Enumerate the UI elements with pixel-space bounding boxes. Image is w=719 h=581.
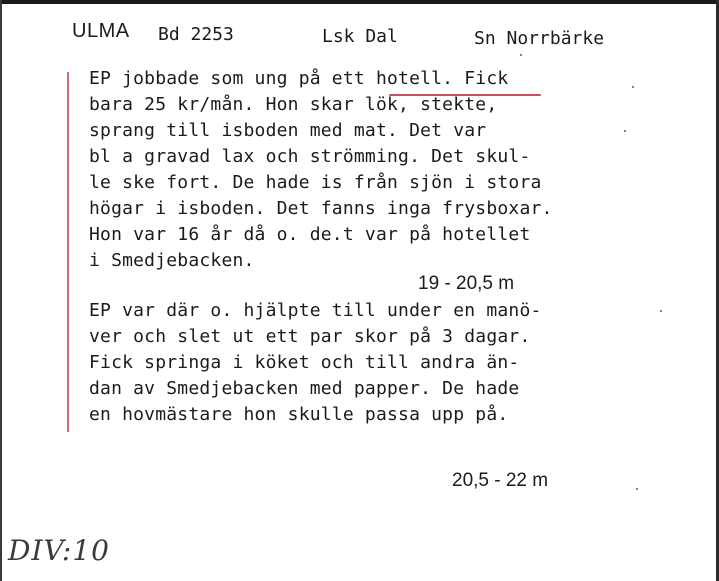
text-line: högar i isboden. Det fanns inga frysboxar. [89, 198, 553, 219]
card-top-edge [0, 0, 719, 4]
text-line: EP jobbade som ung på ett hotell. Fick [89, 68, 509, 89]
speck [632, 86, 634, 88]
margin-line [67, 72, 69, 432]
measure-range: 19 - 20,5 m [418, 273, 515, 294]
record-number: Bd 2253 [158, 24, 234, 45]
text-line: sprang till isboden med mat. Det var [89, 120, 487, 141]
text-line: i Smedjebacken. [89, 250, 255, 271]
measure-range: 20,5 - 22 m [452, 470, 549, 491]
text-line: dan av Smedjebacken med papper. De hade [89, 378, 520, 399]
text-line: Hon var 16 år då o. de.t var på hotellet [89, 224, 531, 245]
speck [624, 130, 626, 132]
text-line: EP var där o. hjälpte till under en manö- [89, 300, 542, 321]
text-line: le ske fort. De hade is från sjön i stora [89, 172, 542, 193]
text-line: en hovmästare hon skulle passa upp på. [89, 404, 509, 425]
speck [520, 54, 522, 56]
card-left-edge [0, 0, 2, 581]
text-line: bara 25 kr/mån. Hon skar lök, stekte, [89, 94, 498, 115]
text-line: ver och slet ut ett par skor på 3 dagar. [89, 326, 531, 347]
parish-district: Lsk Dal [322, 26, 398, 47]
speck [636, 488, 638, 490]
text-line: bl a gravad lax och strömming. Det skul- [89, 146, 531, 167]
archive-name: ULMA [72, 20, 130, 42]
speck [660, 310, 662, 312]
shelf-mark: DIV:10 [8, 534, 110, 567]
place-name: Sn Norrbärke [474, 28, 605, 49]
text-line: Fick springa i köket och till andra än- [89, 352, 520, 373]
